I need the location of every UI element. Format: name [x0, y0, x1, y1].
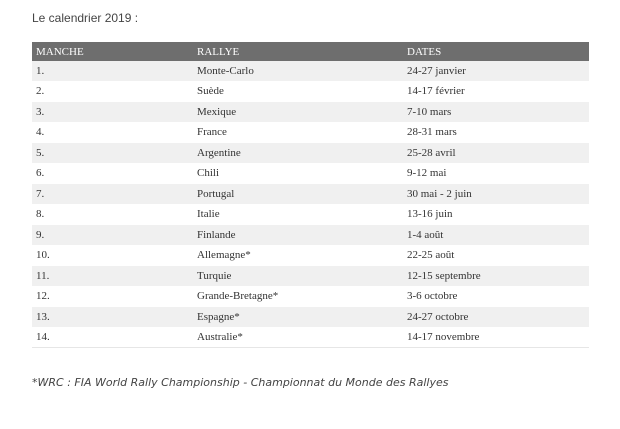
- cell-manche: 1.: [32, 61, 193, 81]
- cell-rallye: Chili: [193, 163, 403, 184]
- cell-dates: 22-25 août: [403, 245, 589, 266]
- cell-rallye: France: [193, 122, 403, 143]
- calendar-intro: Le calendrier 2019 :: [32, 11, 139, 25]
- cell-manche: 6.: [32, 163, 193, 184]
- cell-manche: 3.: [32, 102, 193, 123]
- header-dates: DATES: [403, 42, 589, 61]
- table-row: [32, 143, 589, 164]
- cell-rallye: Espagne*: [193, 307, 403, 328]
- cell-rallye: Monte-Carlo: [193, 61, 403, 81]
- table-header-row: [32, 42, 589, 61]
- cell-rallye: Australie*: [193, 327, 403, 348]
- header-manche: MANCHE: [32, 42, 193, 61]
- cell-manche: 7.: [32, 184, 193, 205]
- cell-dates: 14-17 novembre: [403, 327, 589, 348]
- cell-dates: 14-17 février: [403, 81, 589, 102]
- cell-manche: 4.: [32, 122, 193, 143]
- table-row: [32, 225, 589, 246]
- cell-manche: 2.: [32, 81, 193, 102]
- cell-rallye: Suède: [193, 81, 403, 102]
- table-body: [32, 61, 589, 348]
- cell-dates: 25-28 avril: [403, 143, 589, 164]
- cell-manche: 5.: [32, 143, 193, 164]
- table-row: [32, 266, 589, 287]
- cell-rallye: Argentine: [193, 143, 403, 164]
- table-header: [32, 42, 589, 61]
- table-row: [32, 307, 589, 328]
- table-row: [32, 81, 589, 102]
- cell-manche: 9.: [32, 225, 193, 246]
- table-row: [32, 286, 589, 307]
- cell-dates: 3-6 octobre: [403, 286, 589, 307]
- cell-rallye: Finlande: [193, 225, 403, 246]
- header-rallye: RALLYE: [193, 42, 403, 61]
- table-row: [32, 204, 589, 225]
- cell-dates: 12-15 septembre: [403, 266, 589, 287]
- cell-rallye: Grande-Bretagne*: [193, 286, 403, 307]
- cell-dates: 28-31 mars: [403, 122, 589, 143]
- cell-dates: 1-4 août: [403, 225, 589, 246]
- cell-dates: 24-27 octobre: [403, 307, 589, 328]
- cell-rallye: Portugal: [193, 184, 403, 205]
- table-row: [32, 122, 589, 143]
- cell-manche: 14.: [32, 327, 193, 348]
- table-row: [32, 163, 589, 184]
- cell-rallye: Turquie: [193, 266, 403, 287]
- cell-rallye: Mexique: [193, 102, 403, 123]
- footnote: *WRC : FIA World Rally Championship - Championnat du Monde des Rallyes: [32, 376, 449, 389]
- table-row: [32, 61, 589, 81]
- table-row: [32, 184, 589, 205]
- calendar-table: [32, 42, 589, 348]
- cell-manche: 13.: [32, 307, 193, 328]
- table-row: [32, 327, 589, 348]
- cell-dates: 30 mai - 2 juin: [403, 184, 589, 205]
- cell-manche: 12.: [32, 286, 193, 307]
- cell-manche: 10.: [32, 245, 193, 266]
- table-row: [32, 245, 589, 266]
- cell-dates: 9-12 mai: [403, 163, 589, 184]
- cell-rallye: Allemagne*: [193, 245, 403, 266]
- cell-dates: 24-27 janvier: [403, 61, 589, 81]
- cell-dates: 7-10 mars: [403, 102, 589, 123]
- table-row: [32, 102, 589, 123]
- cell-rallye: Italie: [193, 204, 403, 225]
- cell-manche: 11.: [32, 266, 193, 287]
- cell-dates: 13-16 juin: [403, 204, 589, 225]
- cell-manche: 8.: [32, 204, 193, 225]
